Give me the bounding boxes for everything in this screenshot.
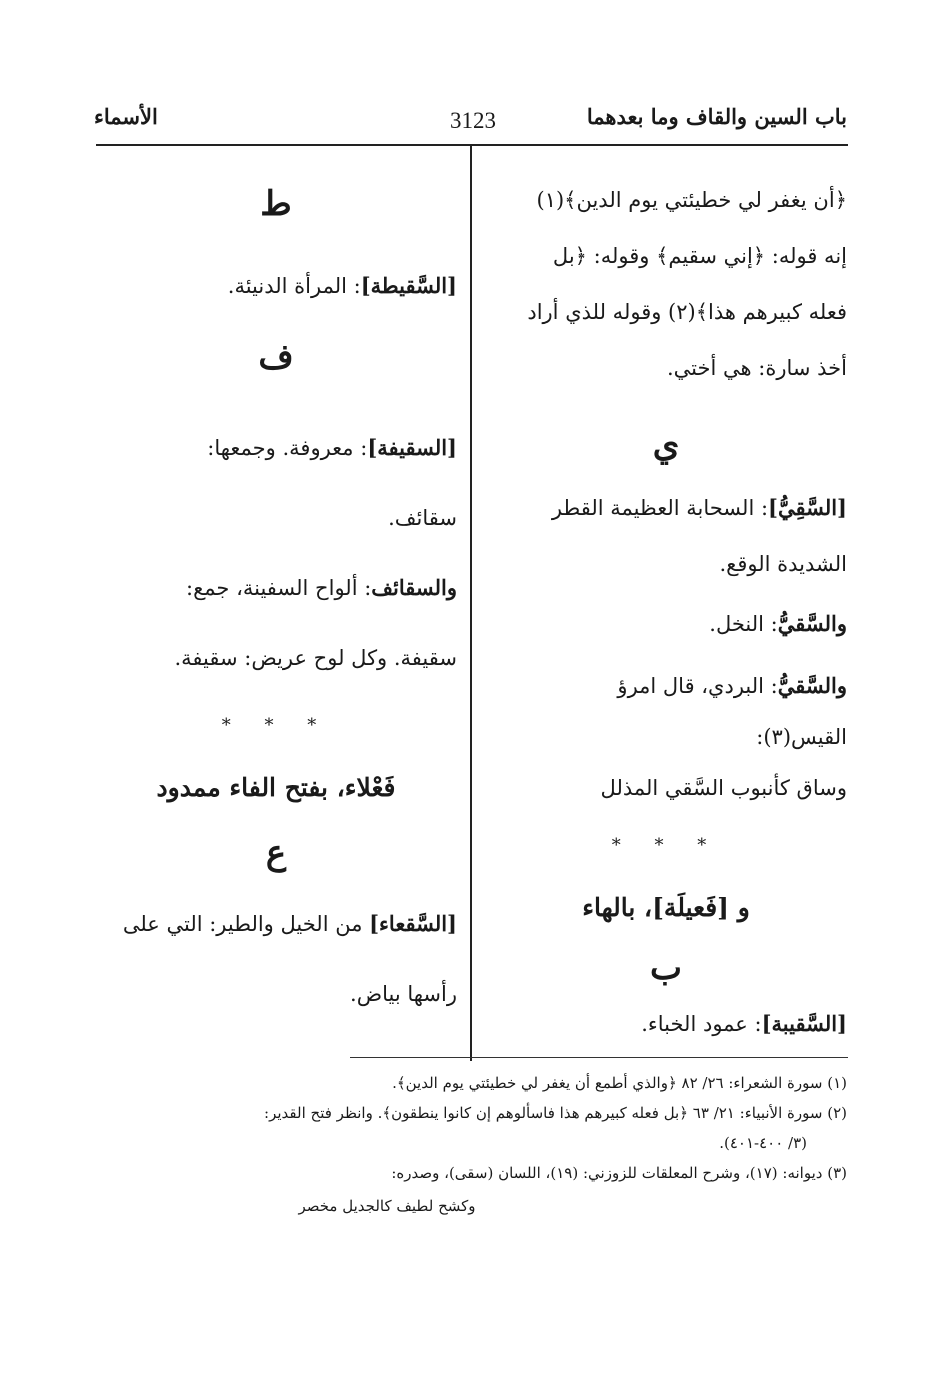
running-header-chapter: باب السين والقاف وما بعدهما <box>586 104 847 129</box>
section-heading: فَعْلاء، بفتح الفاء ممدود <box>156 773 396 802</box>
column-divider <box>470 146 472 1061</box>
entry <box>485 996 847 1052</box>
entry-term: [السَّقيبة] <box>761 1011 847 1036</box>
header-rule <box>96 144 848 146</box>
text-line: سقائف. <box>388 506 457 530</box>
entry <box>485 480 847 536</box>
entry <box>95 896 457 952</box>
section-heading: و [فَعيلَة]، بالهاء <box>582 893 750 922</box>
right-column <box>485 172 847 1052</box>
entry-term: والسقائف <box>371 575 457 600</box>
entry-term: والسَّقيُّ <box>777 673 847 698</box>
text-line: فعله كبيرهم هذا﴾(٢) وقوله للذي أراد <box>527 300 847 324</box>
entry <box>95 420 457 476</box>
text-line: سقيفة. وكل لوح عريض: سقيفة. <box>174 646 457 670</box>
page-number: 3123 <box>450 108 496 133</box>
section-letter: ب <box>649 948 682 988</box>
poetry-verse: وساق كأنبوب السَّقي المذلل <box>600 776 847 800</box>
entry <box>95 258 457 314</box>
footnotes <box>87 1068 847 1224</box>
footnote-rule <box>350 1057 848 1058</box>
footnote: (٢) سورة الأنبياء: ٢١/ ٦٣ ﴿بل فعله كبيرهم هذا فاسألوهم إن كانوا ينطقون﴾. وانظر فتح القدير: <box>264 1104 847 1122</box>
entry-term: [السَّقِيُّ] <box>768 495 847 520</box>
entry-term: [السقيفة] <box>367 435 457 460</box>
entry-term: [السَّقيطة] <box>360 273 457 298</box>
entry <box>95 560 457 616</box>
text-line: القيس(٣): <box>756 725 847 749</box>
entry-definition: : عمود الخباء. <box>641 1012 762 1036</box>
text-line: رأسها بياض. <box>350 982 457 1006</box>
footnote: (١) سورة الشعراء: ٢٦/ ٨٢ ﴿والذي أطمع أن يغفر لي خطيئتي يوم الدين﴾. <box>392 1074 847 1092</box>
entry-definition: : المرأة الدنيئة. <box>227 274 361 298</box>
entry-definition: : معروفة. وجمعها: <box>207 436 368 460</box>
section-letter: ع <box>265 833 287 873</box>
entry <box>485 658 847 714</box>
text-line: إنه قوله: ﴿إني سقيم﴾ وقوله: ﴿بل <box>552 244 847 268</box>
text-line: أخذ سارة: هي أختي. <box>667 356 847 380</box>
section-letter: ي <box>652 425 680 465</box>
footnote-continuation: (٣/ ٤٠٠-٤٠١). <box>719 1134 807 1152</box>
entry-definition: : البردي، قال امرؤ <box>617 674 778 698</box>
section-separator: * * * <box>611 835 721 856</box>
text-line: ﴿أن يغفر لي خطيئتي يوم الدين﴾(١) <box>536 188 847 212</box>
section-letter: ط <box>260 184 292 224</box>
footnote-verse: وكشح لطيف كالجديل مخصر <box>298 1197 476 1215</box>
running-header-section: الأسماء <box>94 104 158 129</box>
text-line: الشديدة الوقع. <box>719 552 847 576</box>
footnote: (٣) ديوانه: (١٧)، وشرح المعلقات للزوزني: (١٩)، اللسان (سقى)، وصدره: <box>391 1164 847 1182</box>
section-letter: ف <box>258 337 294 377</box>
section-separator: * * * <box>221 715 331 736</box>
entry-definition: : ألواح السفينة، جمع: <box>186 576 372 600</box>
entry-term: والسَّقيُّ <box>777 611 847 636</box>
left-column <box>95 172 457 1022</box>
entry <box>485 596 847 652</box>
entry-definition: : السحابة العظيمة القطر <box>551 496 769 520</box>
entry-definition: : النخل. <box>709 612 778 636</box>
entry-definition: من الخيل والطير: التي على <box>122 912 370 936</box>
entry-term: [السَّقعاء] <box>369 911 457 936</box>
